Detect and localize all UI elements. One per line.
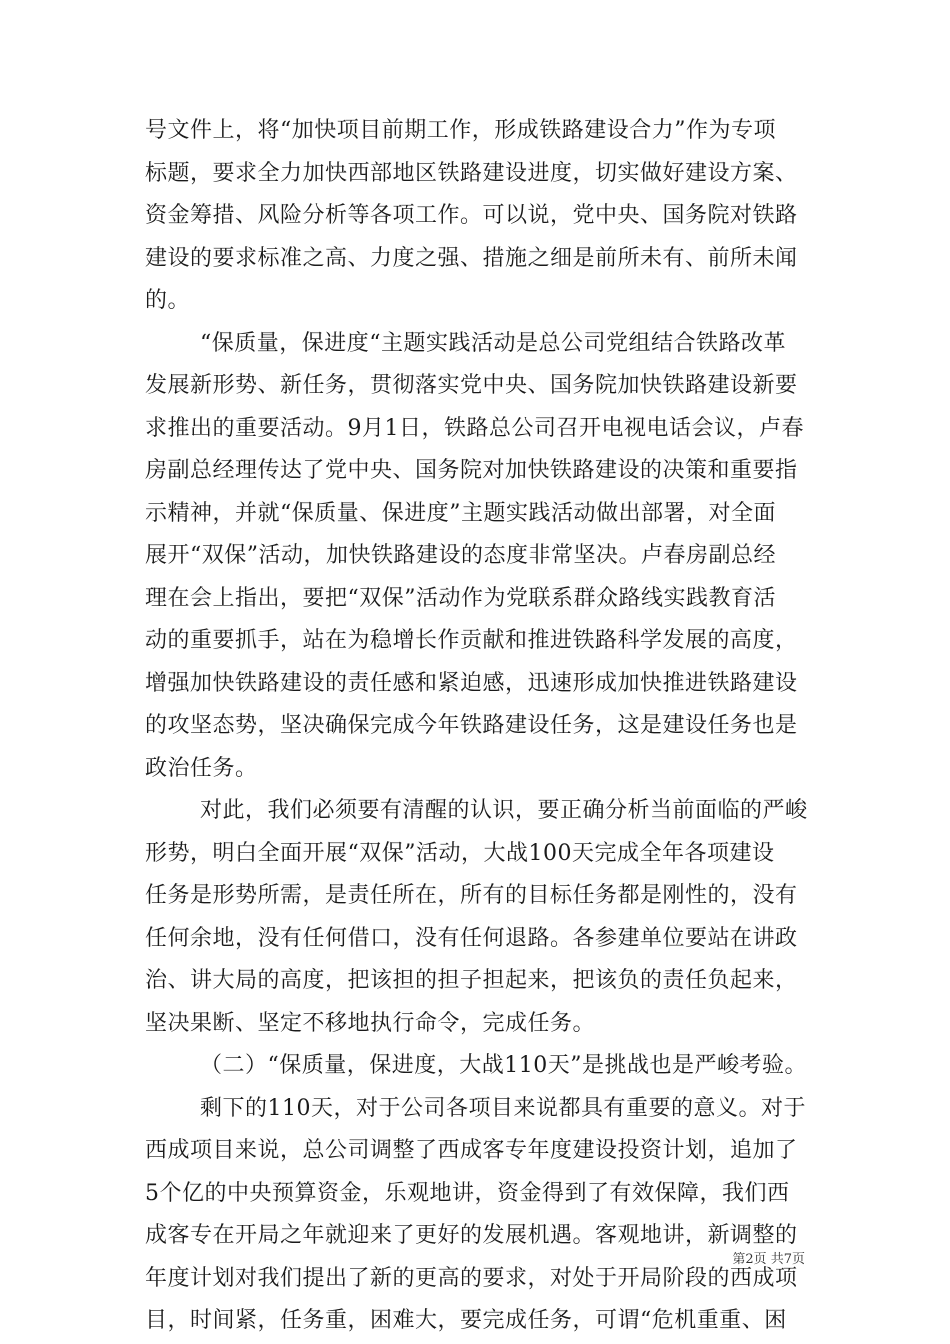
text-line: “保质量，保进度“主题实践活动是总公司党组结合铁路改革	[200, 331, 786, 356]
text-line: 房副总经理传达了党中央、国务院对加快铁路建设的决策和重要指	[145, 458, 798, 483]
text-line: 增强加快铁路建设的责任感和紧迫感，迅速形成加快推进铁路建设	[145, 671, 798, 696]
text-line: 西成项目来说，总公司调整了西成客专年度建设投资计划，追加了	[145, 1138, 798, 1163]
text-line: 标题，要求全力加快西部地区铁路建设进度，切实做好建设方案、	[145, 161, 798, 186]
text-line: 号文件上，将“加快项目前期工作，形成铁路建设合力”作为专项	[145, 118, 776, 143]
text-line: 展开“双保”活动，加快铁路建设的态度非常坚决。卢春房副总经	[145, 543, 776, 568]
text-line: 求推出的重要活动。9月1日，铁路总公司召开电视电话会议，卢春	[145, 416, 804, 441]
text-line: 发展新形势、新任务，贯彻落实党中央、国务院加快铁路建设新要	[145, 373, 798, 398]
text-line: 形势，明白全面开展“双保”活动，大战100天完成全年各项建设	[145, 841, 775, 866]
text-line: 的。	[145, 288, 191, 313]
text-line: 理在会上指出，要把“双保”活动作为党联系群众路线实践教育活	[145, 586, 776, 611]
text-line: 的攻坚态势，坚决确保完成今年铁路建设任务，这是建设任务也是	[145, 713, 798, 738]
section-heading: （二）“保质量，保进度，大战110天”是挑战也是严峻考验。	[200, 1053, 807, 1078]
page-number: 第2页 共7页	[732, 1252, 805, 1267]
text-line: 治、讲大局的高度，把该担的担子担起来，把该负的责任负起来，	[145, 968, 798, 993]
text-line: 建设的要求标准之高、力度之强、措施之细是前所未有、前所未闻	[145, 246, 798, 271]
text-line: 坚决果断、坚定不移地执行命令，完成任务。	[145, 1011, 596, 1036]
text-line: 任何余地，没有任何借口，没有任何退路。各参建单位要站在讲政	[145, 926, 798, 951]
text-line: 动的重要抓手，站在为稳增长作贡献和推进铁路科学发展的高度，	[145, 628, 798, 653]
text-line: 成客专在开局之年就迎来了更好的发展机遇。客观地讲，新调整的	[145, 1223, 798, 1248]
text-line: 任务是形势所需，是责任所在，所有的目标任务都是刚性的，没有	[145, 883, 798, 908]
text-line: 5个亿的中央预算资金，乐观地讲，资金得到了有效保障，我们西	[145, 1181, 790, 1206]
text-line: 对此，我们必须要有清醒的认识，要正确分析当前面临的严峻	[200, 798, 808, 823]
text-line: 政治任务。	[145, 756, 258, 781]
text-line: 剩下的110天，对于公司各项目来说都具有重要的意义。对于	[200, 1096, 806, 1121]
text-line: 年度计划对我们提出了新的更高的要求，对处于开局阶段的西成项	[145, 1266, 798, 1291]
text-line: 资金筹措、风险分析等各项工作。可以说，党中央、国务院对铁路	[145, 203, 798, 228]
text-line: 目，时间紧，任务重，困难大，要完成任务，可谓“危机重重、困	[145, 1308, 787, 1333]
text-line: 示精神，并就“保质量、保进度”主题实践活动做出部署，对全面	[145, 501, 776, 526]
